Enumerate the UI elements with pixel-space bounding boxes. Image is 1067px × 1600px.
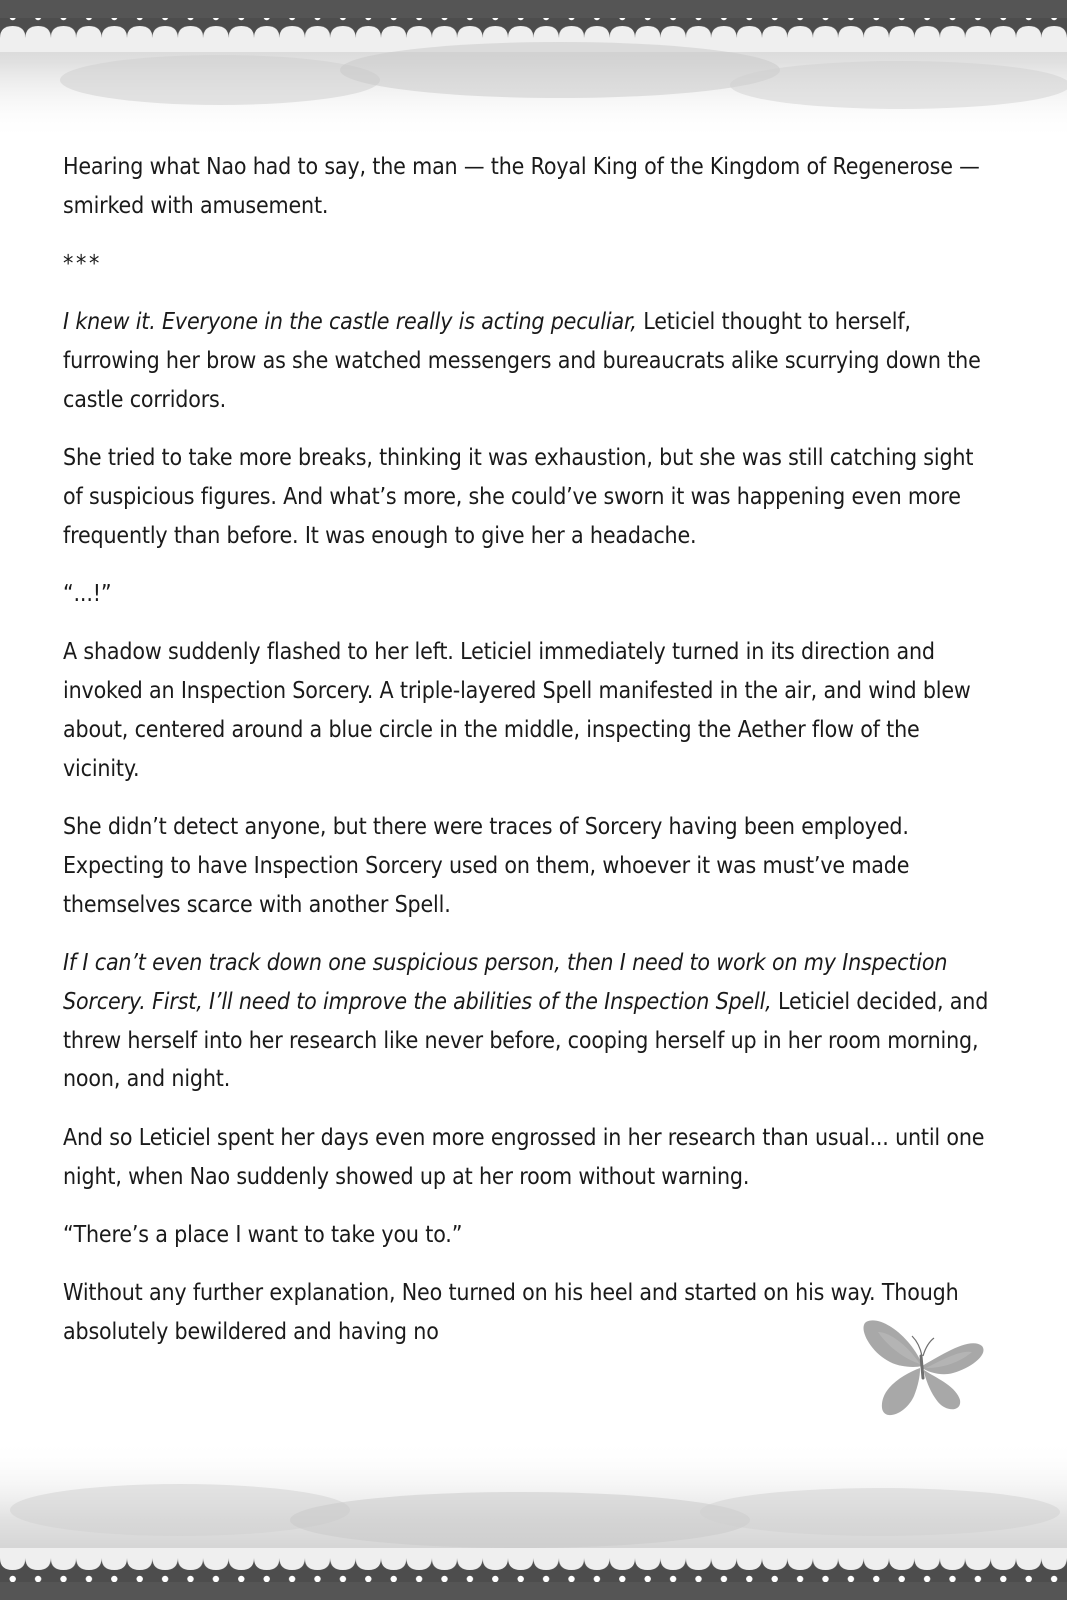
italic-thought: If I can’t even track down one suspicious person, then I need to work on my Inspection Sorcery. First, I’ll need to improve the abilities of the Inspection Spell, <box>63 948 948 1015</box>
paragraph-text: Leticiel decided, and threw herself into her research like never before, cooping herself up in her room morning, noon, and night. <box>63 986 989 1093</box>
paragraph-text: Leticiel thought to herself, furrowing her brow as she watched messengers and bureaucrats alike scurrying down the castle corridors. <box>63 307 981 413</box>
paragraph: And so Leticiel spent her days even more engrossed in her research than usual... until one night, when Nao suddenly showed up at her room without warning. <box>63 1122 985 1190</box>
body-text <box>63 147 998 1370</box>
italic-thought: I knew it. Everyone in the castle really is acting peculiar, <box>63 307 637 336</box>
paragraph: She didn’t detect anyone, but there were traces of Sorcery having been employed. Expecting to have Inspection Sorcery used on them, whoever it was must’ve made themselves scarce with another Spell. <box>63 812 910 918</box>
paragraph: Hearing what Nao had to say, the man — the Royal King of the Kingdom of Regenerose — smirked with amusement. <box>63 152 980 219</box>
paragraph: “There’s a place I want to take you to.” <box>63 1219 463 1248</box>
paragraph: A shadow suddenly flashed to her left. Leticiel immediately turned in its direction and invoked an Inspection Sorcery. A triple-layered Spell manifested in the air, and wind blew about, centered around a blue circle in the middle, inspecting the Aether flow of the vicinity. <box>63 637 971 782</box>
paragraph: “...!” <box>63 579 112 608</box>
paragraph: Without any further explanation, Neo turned on his heel and started on his way. Though absolutely bewildered and having no <box>63 1278 959 1345</box>
paragraph <box>63 302 998 418</box>
paragraph <box>63 943 998 1098</box>
paragraph: She tried to take more breaks, thinking it was exhaustion, but she was still catching sight of suspicious figures. And what’s more, she could’ve sworn it was happening even more frequently than before. It was enough to give her a headache. <box>63 443 974 549</box>
bottom-scalloped-border <box>0 1440 1067 1600</box>
butterfly-icon <box>860 1316 985 1426</box>
scene-break: *** <box>63 249 102 278</box>
top-scalloped-border <box>0 0 1067 140</box>
